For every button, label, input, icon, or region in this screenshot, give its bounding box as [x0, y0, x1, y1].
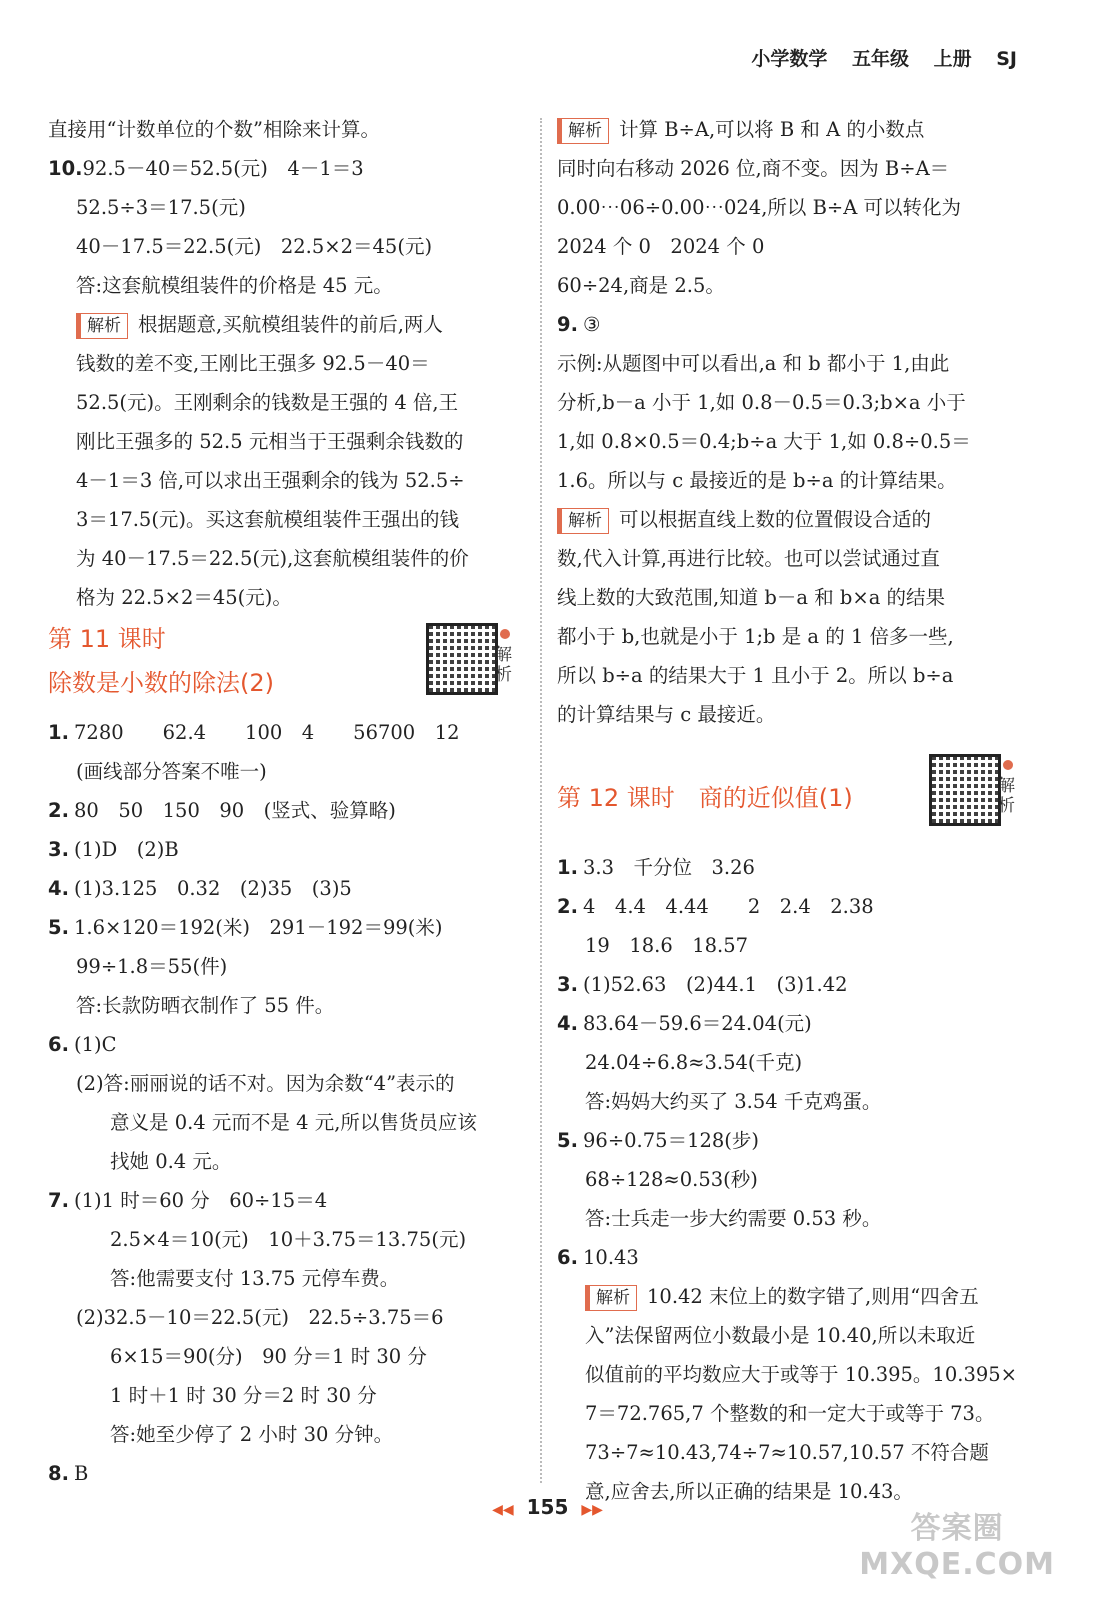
analysis-tag: 解析 — [557, 118, 609, 144]
line-text: 1,如 0.8×0.5＝0.4;b÷a 大于 1,如 0.8÷0.5＝ — [557, 430, 971, 453]
question-number: 1. — [48, 721, 69, 744]
line-text: (1)C — [74, 1033, 117, 1056]
prev-arrow-icon[interactable]: ◀◀ — [492, 1502, 514, 1518]
lesson-subtitle: 除数是小数的除法(2) — [48, 669, 274, 697]
line-text: 3.3 千分位 3.26 — [583, 856, 755, 879]
text-line — [48, 1454, 518, 1493]
qr-caption: 解析 — [998, 776, 1015, 816]
line-text: 68÷128≈0.53(秒) — [585, 1168, 758, 1191]
line-text: 3＝17.5(元)。买这套航模组装件王强出的钱 — [76, 508, 460, 531]
text-line — [557, 926, 1027, 965]
line-text: 2024 个 0 2024 个 0 — [557, 235, 765, 258]
line-text: 入”法保留两位小数最小是 10.40,所以未取近 — [585, 1324, 976, 1347]
question-number: 6. — [48, 1033, 69, 1056]
text-line — [557, 695, 1027, 734]
line-text: 0.00⋯06÷0.00⋯024,所以 B÷A 可以转化为 — [557, 196, 962, 219]
lesson-title-12: 第 12 课时 商的近似值(1) — [557, 784, 853, 812]
text-line — [48, 266, 518, 305]
line-text: 83.64－59.6＝24.04(元) — [583, 1012, 812, 1035]
analysis-tag: 解析 — [585, 1285, 637, 1311]
line-text: 答:妈妈大约买了 3.54 千克鸡蛋。 — [585, 1090, 882, 1113]
line-text: 答:这套航模组装件的价格是 45 元。 — [76, 274, 393, 297]
text-line — [48, 1220, 518, 1259]
line-text: 刚比王强多的 52.5 元相当于王强剩余钱数的 — [76, 430, 464, 453]
line-text: 24.04÷6.8≈3.54(千克) — [585, 1051, 803, 1074]
text-line — [557, 227, 1027, 266]
line-text: 10.43 — [583, 1246, 639, 1269]
text-line — [48, 1181, 518, 1220]
line-text: 根据题意,买航模组装件的前后,两人 — [138, 313, 443, 336]
question-number: 3. — [557, 973, 578, 996]
question-number: 1. — [557, 856, 578, 879]
text-line — [557, 422, 1027, 461]
line-text: 答:他需要支付 13.75 元停车费。 — [110, 1267, 400, 1290]
text-line — [48, 908, 518, 947]
text-line — [557, 110, 1027, 149]
text-line — [557, 1433, 1027, 1472]
text-line — [48, 149, 518, 188]
text-line — [48, 344, 518, 383]
line-text: B — [74, 1462, 89, 1485]
text-line — [557, 500, 1027, 539]
line-text: (1)1 时＝60 分 60÷15＝4 — [74, 1189, 328, 1212]
text-line — [48, 110, 518, 149]
text-line — [48, 188, 518, 227]
question-number: 4. — [48, 877, 69, 900]
text-line — [48, 752, 518, 791]
text-line — [557, 539, 1027, 578]
text-line — [557, 1355, 1027, 1394]
line-text: 线上数的大致范围,知道 b－a 和 b×a 的结果 — [557, 586, 946, 609]
question-number: 4. — [557, 1012, 578, 1035]
text-line — [557, 578, 1027, 617]
text-line — [48, 1259, 518, 1298]
line-text: 19 18.6 18.57 — [585, 934, 749, 957]
text-line — [48, 1103, 518, 1142]
line-text: 52.5(元)。王刚剩余的钱数是王强的 4 倍,王 — [76, 391, 459, 414]
line-text: 找她 0.4 元。 — [110, 1150, 232, 1173]
line-text: 40－17.5＝22.5(元) 22.5×2＝45(元) — [76, 235, 433, 258]
line-text: (画线部分答案不唯一) — [76, 760, 267, 783]
text-line — [557, 305, 1027, 344]
line-text: 60÷24,商是 2.5。 — [557, 274, 725, 297]
line-text: (2)32.5－10＝22.5(元) 22.5÷3.75＝6 — [76, 1306, 444, 1329]
line-text: 答:士兵走一步大约需要 0.53 秒。 — [585, 1207, 882, 1230]
right-column — [557, 110, 1027, 1511]
line-text: 52.5÷3＝17.5(元) — [76, 196, 246, 219]
play-icon — [1003, 760, 1013, 770]
text-line — [48, 500, 518, 539]
left-column — [48, 110, 518, 1493]
line-text: 4 4.4 4.44 2 2.4 2.38 — [583, 895, 874, 918]
question-number: 6. — [557, 1246, 578, 1269]
edition: SJ — [996, 48, 1017, 70]
text-line — [557, 1004, 1027, 1043]
text-line — [557, 656, 1027, 695]
line-text: 1.6×120＝192(米) 291－192＝99(米) — [74, 916, 443, 939]
line-text: 4－1＝3 倍,可以求出王强剩余的钱为 52.5÷ — [76, 469, 465, 492]
text-line — [48, 1298, 518, 1337]
text-line — [557, 1316, 1027, 1355]
text-line — [48, 383, 518, 422]
text-line — [557, 848, 1027, 887]
question-number: 9. — [557, 313, 578, 336]
line-text: 都小于 b,也就是小于 1;b 是 a 的 1 倍多一些, — [557, 625, 954, 648]
line-text: 7＝72.765,7 个整数的和一定大于或等于 73。 — [585, 1402, 995, 1425]
text-line — [48, 539, 518, 578]
line-text: 答:她至少停了 2 小时 30 分钟。 — [110, 1423, 394, 1446]
line-text: 80 50 150 90 (竖式、验算略) — [74, 799, 396, 822]
line-text: 96÷0.75＝128(步) — [583, 1129, 760, 1152]
analysis-tag: 解析 — [557, 508, 609, 534]
text-line — [48, 713, 518, 752]
text-line — [557, 1160, 1027, 1199]
line-text: 99÷1.8＝55(件) — [76, 955, 228, 978]
qr-code[interactable] — [426, 623, 498, 695]
column-divider — [540, 118, 542, 1483]
line-text: 数,代入计算,再进行比较。也可以尝试通过直 — [557, 547, 940, 570]
page-header — [733, 44, 1017, 71]
line-text: (2)答:丽丽说的话不对。因为余数“4”表示的 — [76, 1072, 455, 1095]
question-number: 7. — [48, 1189, 69, 1212]
text-line — [557, 461, 1027, 500]
text-line — [557, 1394, 1027, 1433]
line-text: 同时向右移动 2026 位,商不变。因为 B÷A＝ — [557, 157, 950, 180]
next-arrow-icon[interactable]: ▶▶ — [581, 1502, 603, 1518]
play-icon — [500, 629, 510, 639]
text-line — [48, 1415, 518, 1454]
line-text: 示例:从题图中可以看出,a 和 b 都小于 1,由此 — [557, 352, 950, 375]
line-text: 似值前的平均数应大于或等于 10.395。10.395× — [585, 1363, 1017, 1386]
line-text: 分析,b－a 小于 1,如 0.8－0.5＝0.3;b×a 小于 — [557, 391, 966, 414]
question-number: 8. — [48, 1462, 69, 1485]
grade: 五年级 — [851, 48, 909, 70]
text-line — [48, 1337, 518, 1376]
watermark-logo: 答案圈 MXQE.COM — [859, 1511, 1055, 1582]
line-text: 意,应舍去,所以正确的结果是 10.43。 — [585, 1480, 913, 1503]
line-text: (1)D (2)B — [74, 838, 179, 861]
line-text: 10.42 末位上的数字错了,则用“四舍五 — [647, 1285, 979, 1308]
text-line — [48, 986, 518, 1025]
text-line — [557, 1277, 1027, 1316]
text-line — [48, 227, 518, 266]
text-line — [48, 422, 518, 461]
line-text: 6×15＝90(分) 90 分＝1 时 30 分 — [110, 1345, 427, 1368]
lesson-11-heading — [48, 617, 518, 713]
line-text: 1 时＋1 时 30 分＝2 时 30 分 — [110, 1384, 377, 1407]
text-line — [48, 578, 518, 617]
line-text: 2.5×4＝10(元) 10＋3.75＝13.75(元) — [110, 1228, 467, 1251]
text-line — [557, 188, 1027, 227]
question-number: 5. — [48, 916, 69, 939]
line-text: 直接用“计数单位的个数”相除来计算。 — [48, 118, 380, 141]
text-line — [48, 1376, 518, 1415]
text-line — [557, 149, 1027, 188]
line-text: 的计算结果与 c 最接近。 — [557, 703, 776, 726]
line-text: 钱数的差不变,王刚比王强多 92.5－40＝ — [76, 352, 430, 375]
line-text: 所以 b÷a 的结果大于 1 且小于 2。所以 b÷a — [557, 664, 954, 687]
text-line — [48, 1064, 518, 1103]
text-line — [557, 1199, 1027, 1238]
text-line — [557, 1082, 1027, 1121]
question-number: 10. — [48, 157, 83, 180]
question-number: 5. — [557, 1129, 578, 1152]
line-text: (1)52.63 (2)44.1 (3)1.42 — [583, 973, 848, 996]
text-line — [48, 305, 518, 344]
lesson-12-heading — [557, 748, 1027, 848]
question-number: 2. — [557, 895, 578, 918]
line-text: 为 40－17.5＝22.5(元),这套航模组装件的价 — [76, 547, 469, 570]
text-line — [48, 947, 518, 986]
line-text: 92.5－40＝52.5(元) 4－1＝3 — [82, 157, 364, 180]
text-line — [557, 344, 1027, 383]
text-line — [557, 887, 1027, 926]
text-line — [48, 1025, 518, 1064]
line-text: 7280 62.4 100 4 56700 12 — [74, 721, 460, 744]
text-line — [557, 1043, 1027, 1082]
text-line — [48, 830, 518, 869]
text-line — [48, 869, 518, 908]
text-line — [557, 1238, 1027, 1277]
line-text: (1)3.125 0.32 (2)35 (3)5 — [74, 877, 352, 900]
question-number: 3. — [48, 838, 69, 861]
question-number: 2. — [48, 799, 69, 822]
subject: 小学数学 — [751, 48, 828, 70]
page-number: 155 — [526, 1495, 569, 1519]
line-text: 可以根据直线上数的位置假设合适的 — [619, 508, 932, 531]
text-line — [557, 383, 1027, 422]
text-line — [557, 1121, 1027, 1160]
line-text: 格为 22.5×2＝45(元)。 — [76, 586, 292, 609]
qr-caption: 解析 — [495, 645, 512, 685]
qr-code[interactable] — [929, 754, 1001, 826]
line-text: 答:长款防晒衣制作了 55 件。 — [76, 994, 335, 1017]
text-line — [557, 965, 1027, 1004]
text-line — [48, 791, 518, 830]
volume: 上册 — [933, 48, 972, 70]
text-line — [48, 461, 518, 500]
text-line — [557, 266, 1027, 305]
line-text: ③ — [583, 313, 601, 336]
line-text: 73÷7≈10.43,74÷7≈10.57,10.57 不符合题 — [585, 1441, 989, 1464]
line-text: 计算 B÷A,可以将 B 和 A 的小数点 — [619, 118, 925, 141]
analysis-tag: 解析 — [76, 313, 128, 339]
line-text: 1.6。所以与 c 最接近的是 b÷a 的计算结果。 — [557, 469, 957, 492]
line-text: 意义是 0.4 元而不是 4 元,所以售货员应该 — [110, 1111, 477, 1134]
lesson-title: 第 11 课时 — [48, 625, 166, 653]
text-line — [557, 617, 1027, 656]
text-line — [48, 1142, 518, 1181]
